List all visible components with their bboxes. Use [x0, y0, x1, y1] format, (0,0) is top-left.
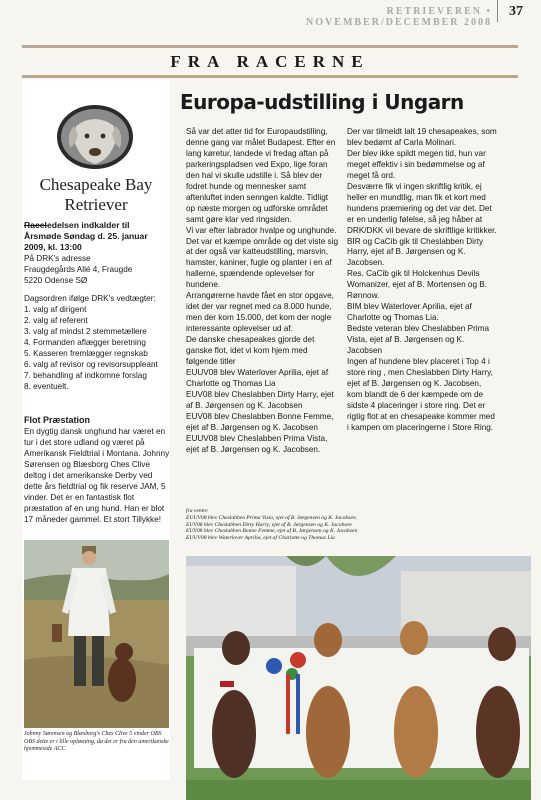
address-line: Fraugdegårds Allé 4, Fraugde — [24, 265, 133, 274]
paragraph: Desværre fik vi ingen skriftlig kritik, ej heller en mundtlig, man fik et kort med hundens præmiering og det var det. Det er en underlig følelse, så jeg håber at DRK/DKK vil bevare de skriftlige kritikker. — [347, 181, 497, 235]
notice-heading: Raceledelsen indkalder til — [24, 220, 130, 230]
article-column-2 — [347, 127, 497, 434]
flot-section — [24, 414, 170, 525]
agenda-item: 6. valg af revisor og revisorsuppleant — [24, 360, 158, 369]
agenda-item: 4. Formanden aflægger beretning — [24, 338, 146, 347]
section-rule-top — [22, 45, 518, 48]
paragraph: Res. CaCib gik til Holckenhus Devils Womanizer, ejet af B. Mortensen og B. Rønnow. — [347, 269, 488, 301]
paragraph: EUUV08 blev Cheslabben Prima Vista, ejet af B. Jørgensen og K. Jacobsen. — [186, 433, 328, 454]
agenda-item: 5. Kasseren fremlægger regnskab — [24, 349, 148, 358]
agenda-intro: Dagsordren ifølge DRK's vedtægter: — [24, 294, 156, 303]
agenda-item: 3. valg af mindst 2 stemmetællere — [24, 327, 147, 336]
dog-head-logo-icon — [56, 104, 134, 170]
address-line: På DRK's adresse — [24, 254, 91, 263]
meeting-notice — [24, 220, 170, 392]
club-name: Chesapeake Bay Retriever — [39, 175, 153, 214]
paragraph: Så var det atter tid for Europaudstilling, denne gang var målet Budapest. Efter en lang køretur, landede vi fredag aftan på parkeringspladsen ved Expo, lige foran den hal vi skulle udstille i. Så blev der fodret hunde og mennesker samt aftenluftet inden senngen kaldte. Tidligt op næste morgen og udforske området samt gøre klar ved ringsiden. — [186, 127, 336, 224]
paragraph: Arrangørerne havde fået en stor opgave, idet der var regnet med ca 8.000 hunde, men der kom 15.000, det kom der nogle interessante oplevelser ud af. — [186, 291, 334, 334]
paragraph: BIM blev Waterlover Aprilia, ejet af Charlotte og Thomas Lia. — [347, 302, 472, 323]
paragraph: Vi var efter labrador hvalpe og unghunde. Det var et kæmpe område og det viste sig at der også var katteudstilling, marsvin, hamster, kaniner, fugle og planter i en af hallerne, spændende oplevelser for hundene. — [186, 225, 338, 290]
paragraph: Der blev ikke spildt megen tid, hun var meget effektiv i sin bedømmelse og af meget få ord. — [347, 148, 486, 180]
agenda-item: 8. eventuelt. — [24, 382, 69, 391]
flot-heading: Flot Præstation — [24, 415, 91, 425]
notice-date: Årsmøde Søndag d. 25. januar 2009, kl. 13:00 — [24, 231, 148, 252]
paragraph: Der var tilmeldt lalt 19 chesapeakes, som blev bedømt af Carla Molinari. — [347, 127, 497, 147]
handler-photo-caption: Johnny Sørensen og Blæsborg's Ches Clive 5 vinder OBS OBS dette er i lille opløsning, da det er fra den amerikanske hjemmeside ACC — [24, 731, 169, 752]
four-dogs-photo — [186, 556, 531, 800]
running-header: RETRIEVEREN • NOVEMBER/DECEMBER 2008 — [306, 6, 492, 28]
section-title: FRA RACERNE — [170, 52, 370, 71]
photo-caption: fra ventre EUUV08 blev Cheslabben Prima Vista, ejet af B. Jørgensen og K. Jacobsen. EUV08 blev Cheslabben Dirty Harry, ejet af B. Jørgensen og K. Jacobsen EUV08 blev Cheslabben Bonne Femme, ejet af B. Jørgensen og K. Jacobsen EUUV08 blev Waterlover Aprilia, ejet af Charlotte og Thomas Lia — [186, 508, 358, 542]
header-divider — [497, 0, 498, 22]
paragraph: EUUV08 blev Waterlover Aprilia, ejet af Charlotte og Thomas Lia — [186, 367, 329, 388]
address-line: 5220 Odense SØ — [24, 276, 88, 285]
paragraph: De danske chesapeakes gjorde det ganske flot, idet vi kom hjem med følgende titler — [186, 335, 315, 367]
handler-dog-photo — [24, 540, 169, 728]
agenda-item: 1. valg af dirigent — [24, 305, 87, 314]
agenda-item: 7. behandling af indkomne forslag — [24, 371, 147, 380]
paragraph: EUV08 blev Cheslabben Dirty Harry, ejet af B. Jørgensen og K. Jacobsen — [186, 389, 334, 410]
paragraph: BIR og CaCib gik til Cheslabben Dirty Harry, ejet af B. Jørgensen og K. Jacobsen. — [347, 236, 484, 268]
page-number: 37 — [509, 4, 523, 19]
paragraph: Ingen af hundene blev placeret i Top 4 i store ring , men Cheslabben Dirty Harry, ejet af B. Jørgensen og K. Jacobsen, kom blandt de 6 der kæmpede om de sidste 4 placeringer i store ring. Det er rigtig flot at en chesapeake kommer med i kampen om placeringerne i Store Ring. — [347, 357, 495, 432]
paragraph: EUV08 blev Cheslabben Bonne Femme, ejet af B. Jørgensen og K. Jacobsen — [186, 411, 334, 432]
article-title: Europa-udstilling i Ungarn — [180, 90, 464, 114]
article-column-1 — [186, 127, 338, 456]
paragraph: Bedste veteran blev Cheslabben Prima Vista, ejet af B. Jørgensen og K. Jacobsen — [347, 324, 489, 356]
agenda-item: 2. valg af referent — [24, 316, 88, 325]
section-rule-bottom — [22, 75, 518, 78]
flot-text: En dygtig dansk unghund har været en tur i det store udland og været på Amerikansk Fieldtrial i Montana. Johnny Sørensen og Blæsborg Ches Clive deltog i det amerikanske Derby ved dette års fieldtrial og fik reserve JAM, 5 vinder. Det er en fantastisk flot præstation af en ung hund. Han er blot 17 måneder gammel. Et stort Tillykke! — [24, 427, 170, 524]
